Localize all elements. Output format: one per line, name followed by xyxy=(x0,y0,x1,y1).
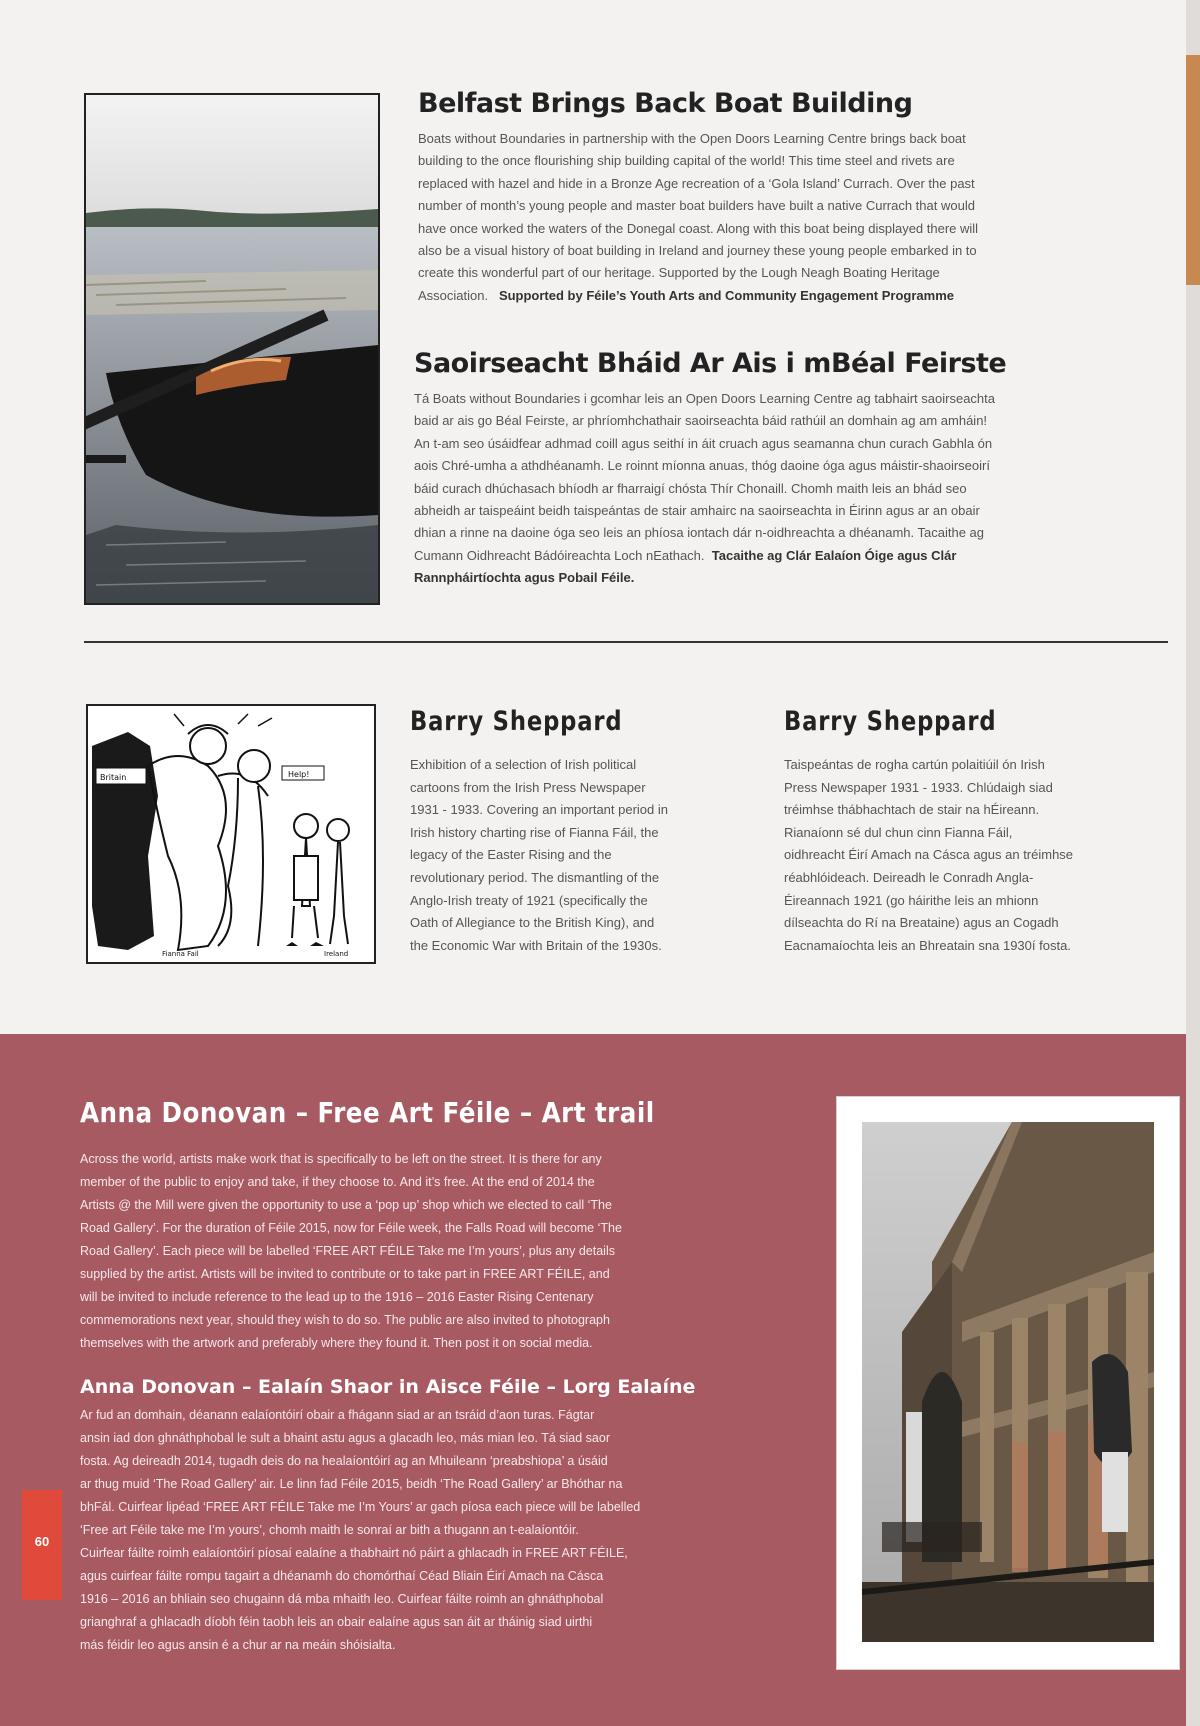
cartoon-caption-help: Help! xyxy=(288,770,310,779)
feature-title: Anna Donovan – Free Art Féile – Art trail xyxy=(80,1096,655,1129)
article-body-irish: Tá Boats without Boundaries i gcomhar leis an Open Doors Learning Centre ag tabhairt saoirseachta baid ar ais go Béal Feirste, ar phríomhchathair saoirseachta báid rathúil an domhain ag am amháin! An t-am seo úsáidfear adhmad coill agus seithí in áit cruach agus seamanna chun curach Gabhla ón aois Chré-umha a athdhéanamh. Le roinnt míonna anuas, thóg daoine óga agus máistir-shaoirseoirí báid curach dhúchasach bhíodh ar fharraigí chósta Thír Chonaill. Chomh maith leis an bhád seo abheidh ar taispeáint beidh taispeántas de stair amhairc na saoirseachta in Éirinn agus ar an obair dhian a rinne na daoine óga seo leis an phíosa iontach dár n-oidhreachta a dhéanamh. Tacaithe ag Cumann Oidhreacht Bádóireachta Loch nEathach. Tacaithe ag Clár Ealaíon Óige agus Clár Rannpháirtíochta agus Pobail Féile. xyxy=(414,391,995,586)
cartoon-caption-ireland: Ireland xyxy=(324,950,349,958)
feature-body-irish: Ar fud an domhain, déanann ealaíontóirí obair a fhágann siad ar an tsráid d’aon turas. Fágtar ansin iad don ghnáthphobal le sult a bhaint astu agus a glacadh leo, más mian leo. Tá siad saor fosta. Ag deireadh 2014, tugadh deis do na healaíontóirí ag an Mhuileann ‘preabshiopa’ a úsáid ar thug muid ‘The Road Gallery’ air. Le linn fad Féile 2015, beidh ‘The Road Gallery’ ar Bhóthar na bhFál. Cuirfear lipéad ‘FREE ART FÉILE Take me I’m Yours’ ar gach píosa each piece will be labelled ‘Free art Féile take me I’m yours’, chomh maith le sonraí ar bith a thugann an t-ealaíontóir. Cuirfear fáilte roimh ealaíontóirí píosaí ealaíne a thabhairt nó páirt a ghlacadh in FREE ART FÉILE, agus cuirfear fáilte rompu tagairt a dhéanamh do chomórthaí Céad Bliain Éirí Amach na Cásca 1916 – 2016 an bhliain seo chugainn dá mba mhaith leo. Cuirfear fáilte roimh an ghnáthphobal grianghraf a ghlacadh díobh féin taobh leis an obair ealaíne agus san áit ar tháinig siad uirthi más féidir leo agus ansin é a chur ar na meáin shóisialta. xyxy=(80,1408,641,1652)
article-title-irish: Saoirseacht Bháid Ar Ais i mBéal Feirste xyxy=(414,348,1007,379)
article-title: Belfast Brings Back Boat Building xyxy=(418,88,913,119)
article-title-en: Barry Sheppard xyxy=(410,706,623,737)
building-photo xyxy=(862,1122,1154,1642)
article-title-irish: Barry Sheppard xyxy=(784,706,997,737)
cartoon-caption-party: Fianna Fail xyxy=(162,950,199,958)
article-body-en: Boats without Boundaries in partnership with the Open Doors Learning Centre brings back boat building to the once flourishing ship building capital of the world! This time steel and rivets are replaced with hazel and hide in a Bronze Age recreation of a ‘Gola Island’ Currach. Over the past number of month’s young people and master boat builders have built a native Currach that would have once worked the waters of the Donegal coast. Along with this boat being displayed there will also be a visual history of boat building in Ireland and journey these young people embarked in to create this wonderful part of our heritage. Supported by the Lough Neagh Boating Heritage Association. Supported by Féile’s Youth Arts and Community Engagement Programme xyxy=(418,131,979,303)
cartoon-caption-britain: Britain xyxy=(100,773,127,782)
support-credit: Supported by Féile’s Youth Arts and Community Engagement Programme xyxy=(498,287,955,303)
boat-photo xyxy=(84,93,380,605)
feature-body-en: Across the world, artists make work that is specifically to be left on the street. It is there for any member of the public to enjoy and take, if they choose to. And it’s free. At the end of 2014 the Artists @ the Mill were given the opportunity to use a ‘pop up’ shop which we elected to call ‘The Road Gallery’. For the duration of Féile 2015, now for Féile week, the Falls Road will become ‘The Road Gallery’. Each piece will be labelled ‘FREE ART FÉILE Take me I’m yours’, plus any details supplied by the artist. Artists will be invited to contribute or to take part in FREE ART FÉILE, and will be invited to include reference to the lead up to the 1916 – 2016 Easter Rising Centenary commemorations next year, should they wish to do so. The public are also invited to photograph themselves with the artwork and preferably where they found it. Then post it on social media. xyxy=(80,1152,622,1350)
political-cartoon xyxy=(86,704,376,964)
support-credit-irish: Tacaithe ag Clár Ealaíon Óige agus Clár xyxy=(711,547,957,563)
article-body-en: Exhibition of a selection of Irish political cartoons from the Irish Press Newspaper 1931 - 1933. Covering an important period in Irish history charting rise of Fianna Fáil, the legacy of the Easter Rising and the revolutionary period. The dismantling of the Anglo-Irish treaty of 1921 (specifically the Oath of Allegiance to the British King), and the Economic War with Britain of the 1930s. xyxy=(410,757,668,953)
section-divider xyxy=(84,641,1168,643)
page-number: 60 xyxy=(34,1534,50,1549)
article-body-irish: Taispeántas de rogha cartún polaitiúil ón Irish Press Newspaper 1931 - 1933. Chlúdaigh siad tréimhse thábhachtach de stair na hÉireann. Rianaíonn sé dul chun cinn Fianna Fáil, oidhreacht Éirí Amach na Cásca agus an tréimhse réabhlóideach. Deireadh le Conradh Angla- Éireannach 1921 (go háirithe leis an mhionn dílseachta do Rí na Breataine) agus an Cogadh Eacnamaíochta leis an Bhreatain sna 1930í fosta. xyxy=(784,757,1074,953)
spine-accent xyxy=(1186,55,1200,285)
feature-subtitle-irish: Anna Donovan – Ealaín Shaor in Aisce Féile – Lorg Ealaíne xyxy=(80,1376,696,1398)
page-number-badge xyxy=(22,1490,62,1600)
